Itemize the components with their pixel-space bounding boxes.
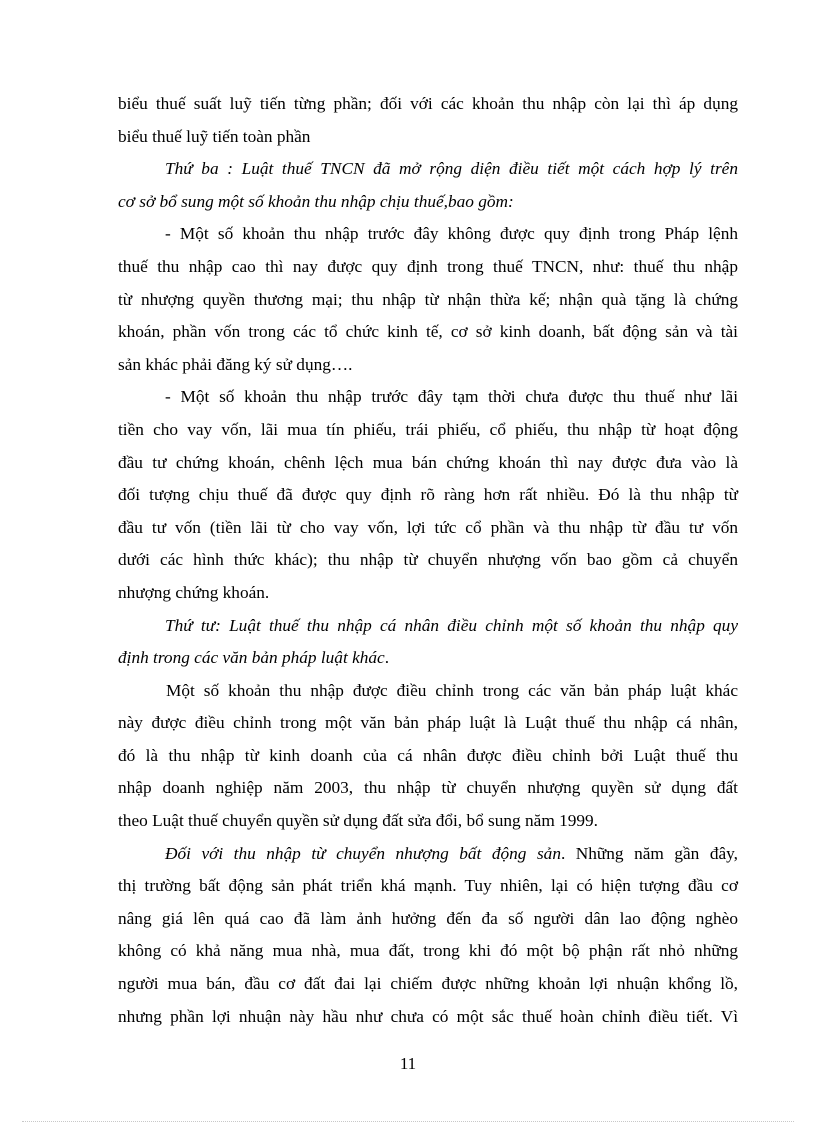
text-line-period: .	[384, 648, 390, 668]
text-line: cơ sở bổ sung một số khoản thu nhập chịu thuế,bao gồm:	[118, 191, 514, 211]
text-line: biểu thuế suất luỹ tiến từng phần; đối với các khoản thu nhập còn lại thì áp dụng	[118, 94, 738, 113]
text-line: sản khác phải đăng ký sử dụng….	[118, 354, 353, 374]
text-line: tiền cho vay vốn, lãi mua tín phiếu, trái phiếu, cổ phiếu, thu nhập từ hoạt động	[118, 419, 738, 439]
text-line: Thứ tư: Luật thuế thu nhập cá nhân điều chỉnh một số khoản thu nhập quy	[165, 615, 738, 635]
text-line: nâng giá lên quá cao đã làm ảnh hưởng đến đa số người dân lao động nghèo	[118, 908, 738, 928]
text-line: khoán, phần vốn trong các tổ chức kinh tế, cơ sở kinh doanh, bất động sản và tài	[118, 322, 738, 342]
text-line: theo Luật thuế chuyển quyền sử dụng đất sửa đổi, bổ sung năm 1999.	[118, 811, 598, 831]
text-line: thị trường bất động sản phát triển khá mạnh. Tuy nhiên, lại có hiện tượng đầu cơ	[118, 876, 738, 896]
text-line: - Một số khoản thu nhập trước đây tạm thời chưa được thu thuế như lãi	[165, 387, 738, 407]
text-line: nhập doanh nghiệp năm 2003, thu nhập từ chuyển nhượng quyền sử dụng đất	[118, 778, 738, 798]
text-line: người mua bán, đầu cơ đất đai lại chiếm được những khoản lợi nhuận khổng lồ,	[118, 974, 738, 994]
text-line: thuế thu nhập cao thì nay được quy định trong thuế TNCN, như: thuế thu nhập	[118, 256, 738, 276]
footer-divider	[22, 1121, 794, 1122]
text-line: nhượng chứng khoán.	[118, 582, 270, 602]
page-number: 11	[399, 1054, 417, 1073]
text-line: này được điều chỉnh trong một văn bản pháp luật là Luật thuế thu nhập cá nhân,	[118, 713, 738, 733]
text-line-italic-part: Đối với thu nhập từ chuyển nhượng bất động sản	[165, 843, 561, 863]
text-line: dưới các hình thức khác); thu nhập từ chuyển nhượng vốn bao gồm cả chuyển	[118, 550, 738, 570]
body-text	[118, 88, 738, 1033]
text-line: Thứ ba : Luật thuế TNCN đã mở rộng diện điều tiết một cách hợp lý trên	[165, 159, 738, 179]
text-line: đối tượng chịu thuế đã được quy định rõ ràng hơn rất nhiều. Đó là thu nhập từ	[118, 485, 738, 505]
text-line: đầu tư vốn (tiền lãi từ cho vay vốn, lợi tức cổ phần và thu nhập từ đầu tư vốn	[118, 517, 738, 537]
text-line: từ nhượng quyền thương mại; thu nhập từ nhận thừa kế; nhận quà tặng là chứng	[118, 289, 738, 309]
text-line	[118, 642, 738, 675]
text-line: đó là thu nhập từ kinh doanh của cá nhân được điều chỉnh bởi Luật thuế thu	[118, 745, 738, 765]
text-line-regular-part: . Những năm gần đây,	[560, 843, 738, 863]
text-line-italic-part: định trong các văn bản pháp luật khác	[118, 648, 385, 668]
text-line	[118, 838, 738, 871]
text-line: không có khả năng mua nhà, mua đất, trong khi đó một bộ phận rất nhỏ những	[118, 941, 738, 961]
text-line: biểu thuế luỹ tiến toàn phần	[118, 126, 311, 146]
text-line: đầu tư chứng khoán, chênh lệch mua bán chứng khoán thì nay được đưa vào là	[118, 452, 738, 472]
text-line: Một số khoản thu nhập được điều chỉnh trong các văn bản pháp luật khác	[166, 680, 738, 700]
text-line: - Một số khoản thu nhập trước đây không được quy định trong Pháp lệnh	[165, 224, 738, 244]
text-line: nhưng phần lợi nhuận này hầu như chưa có một sắc thuế hoàn chỉnh điều tiết. Vì	[118, 1006, 738, 1026]
